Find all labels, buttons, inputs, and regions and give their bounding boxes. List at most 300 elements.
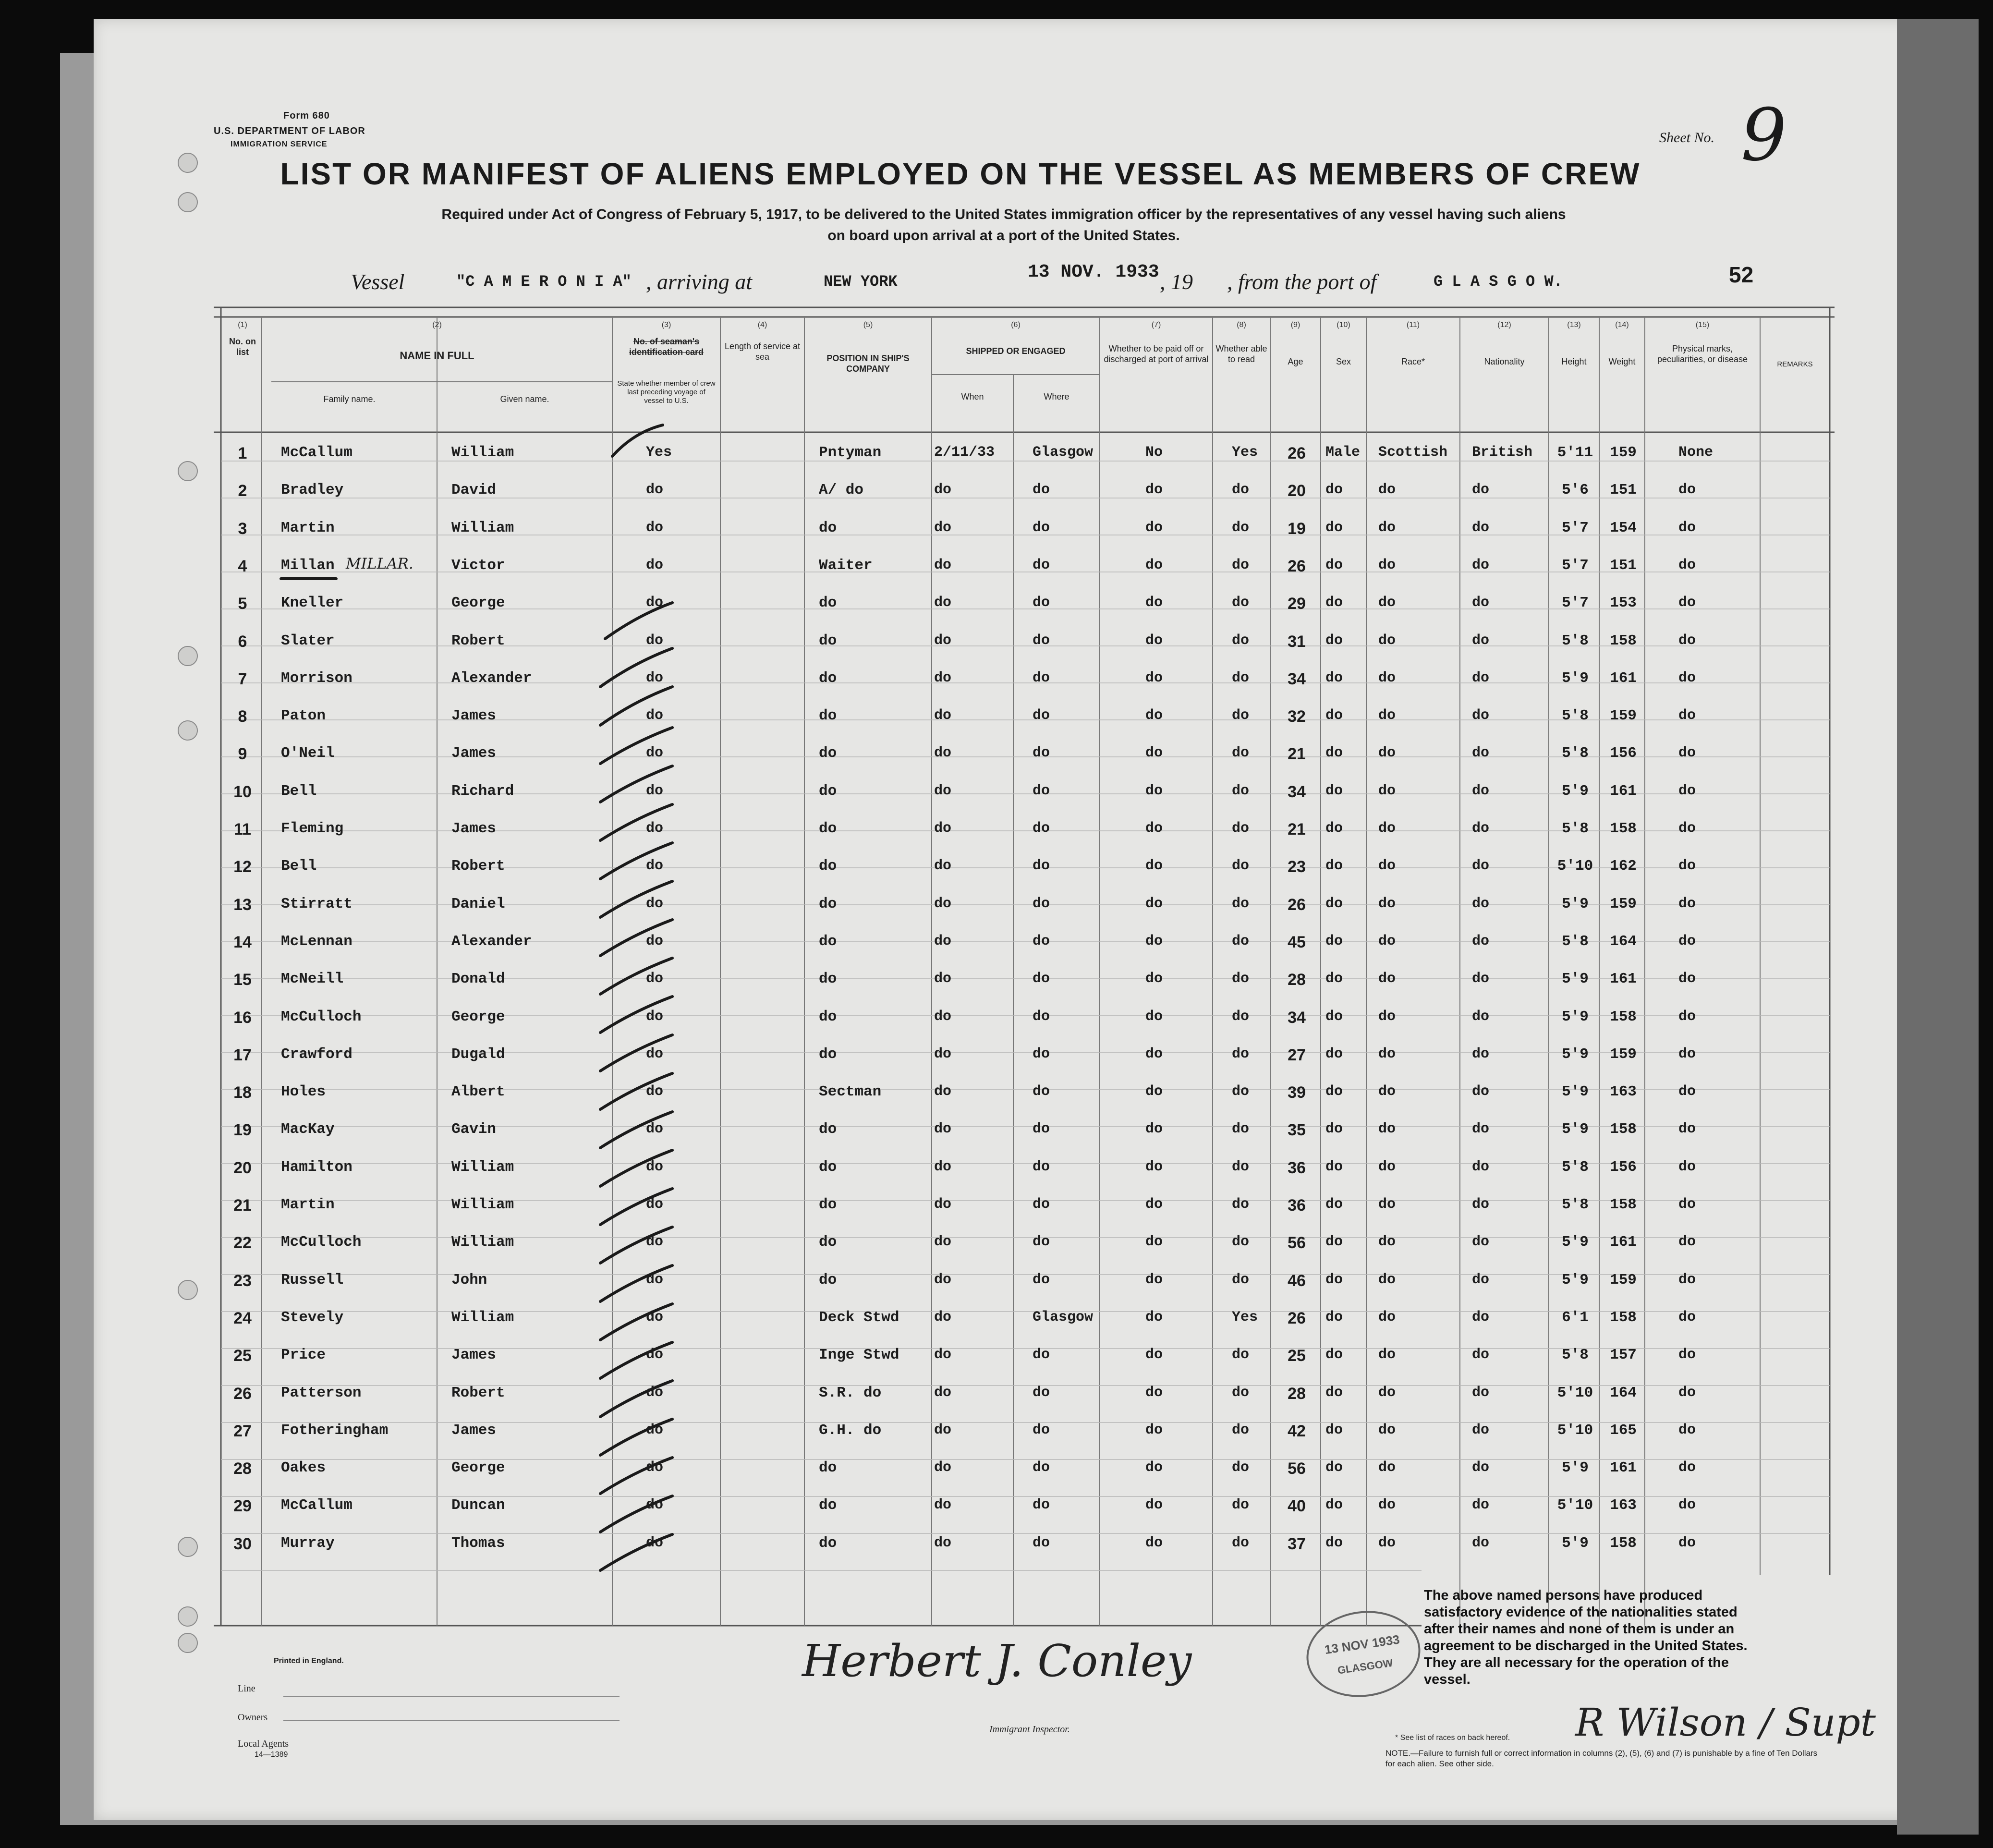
row-17-sex: do <box>1325 1046 1343 1062</box>
row-12-marks: do <box>1678 858 1696 874</box>
printed-in-note: Printed in England. <box>274 1657 344 1665</box>
row-1-race: Scottish <box>1378 444 1448 461</box>
row-5-paid: do <box>1145 595 1163 611</box>
row-24-read: Yes <box>1232 1309 1258 1325</box>
row-30-given: Thomas <box>451 1535 505 1552</box>
row-19-no: 19 <box>233 1121 252 1139</box>
col-12-number: (12) <box>1497 321 1511 329</box>
sheet-number-label: Sheet No. <box>1659 130 1714 146</box>
row-9-sex: do <box>1325 745 1343 761</box>
row-18-no: 18 <box>233 1083 252 1102</box>
row-13-given: Daniel <box>451 896 505 912</box>
row-13-read: do <box>1232 896 1250 912</box>
row-6-sex: do <box>1325 632 1343 649</box>
row-6-race: do <box>1378 632 1396 649</box>
row-27-nationality: do <box>1472 1422 1490 1438</box>
row-30-position: do <box>819 1535 837 1552</box>
row-1-weight: 159 <box>1610 444 1637 461</box>
row-6-where: do <box>1033 632 1050 649</box>
row-21-marks: do <box>1678 1196 1696 1213</box>
row-16-weight: 158 <box>1610 1009 1637 1025</box>
row-28-card: do <box>646 1459 664 1476</box>
row-24-position: Deck Stwd <box>819 1309 899 1326</box>
punch-hole <box>178 720 198 741</box>
row-20-sex: do <box>1325 1159 1343 1175</box>
row-22-read: do <box>1232 1234 1250 1250</box>
penalty-note: NOTE.—Failure to furnish full or correct information in columns (2), (5), (6) and (7) is punishable by a fine of Ten Dollars for each alien. See other side. <box>1385 1749 1818 1768</box>
row-7-marks: do <box>1678 670 1696 686</box>
row-16-paid: do <box>1145 1009 1163 1025</box>
row-24-paid: do <box>1145 1309 1163 1325</box>
row-7-age: 34 <box>1288 670 1306 688</box>
form-code: 14—1389 <box>255 1751 288 1759</box>
row-5-height: 5'7 <box>1562 595 1589 611</box>
row-22-marks: do <box>1678 1234 1696 1250</box>
row-8-marks: do <box>1678 707 1696 724</box>
row-1-no: 1 <box>238 444 247 462</box>
row-28-when: do <box>934 1459 952 1476</box>
row-14-card: do <box>646 933 664 949</box>
row-22-age: 56 <box>1288 1234 1306 1252</box>
given-name-header: Given name. <box>500 394 549 404</box>
row-5-marks: do <box>1678 595 1696 611</box>
row-3-age: 19 <box>1288 520 1306 538</box>
row-30-sex: do <box>1325 1535 1343 1551</box>
row-17-weight: 159 <box>1610 1046 1637 1063</box>
row-29-family: McCallum <box>281 1497 352 1514</box>
row-30-height: 5'9 <box>1562 1535 1589 1552</box>
row-18-family: Holes <box>281 1083 326 1100</box>
row-11-card: do <box>646 820 664 837</box>
row-1-position: Pntyman <box>819 444 882 461</box>
row-13-where: do <box>1033 896 1050 912</box>
arrival-port: NEW YORK <box>824 273 898 291</box>
row-10-when: do <box>934 783 952 799</box>
row-7-height: 5'9 <box>1562 670 1589 687</box>
row-20-given: William <box>451 1159 514 1176</box>
row-6-given: Robert <box>451 632 505 649</box>
punch-hole <box>178 1633 198 1653</box>
row-23-read: do <box>1232 1272 1250 1288</box>
col-15-header: Physical marks, peculiarities, or disease <box>1657 344 1748 364</box>
page-number: 52 <box>1729 262 1754 287</box>
row-19-read: do <box>1232 1121 1250 1137</box>
row-19-family: MacKay <box>281 1121 335 1138</box>
row-12-sex: do <box>1325 858 1343 874</box>
row-21-card: do <box>646 1196 664 1213</box>
vessel-name: "C A M E R O N I A" <box>456 273 632 291</box>
col-9-number: (9) <box>1290 321 1300 329</box>
row-12-given: Robert <box>451 858 505 875</box>
row-5-read: do <box>1232 595 1250 611</box>
row-2-family: Bradley <box>281 482 344 498</box>
inspector-label: Immigrant Inspector. <box>989 1724 1070 1735</box>
row-6-nationality: do <box>1472 632 1490 649</box>
row-12-card: do <box>646 858 664 874</box>
row-16-nationality: do <box>1472 1009 1490 1025</box>
row-9-age: 21 <box>1288 745 1306 763</box>
row-6-when: do <box>934 632 952 649</box>
row-9-paid: do <box>1145 745 1163 761</box>
row-24-no: 24 <box>233 1309 252 1327</box>
row-12-age: 23 <box>1288 858 1306 876</box>
row-30-no: 30 <box>233 1535 252 1553</box>
row-16-card: do <box>646 1009 664 1025</box>
row-9-marks: do <box>1678 745 1696 761</box>
row-18-where: do <box>1033 1083 1050 1100</box>
row-22-race: do <box>1378 1234 1396 1250</box>
row-20-marks: do <box>1678 1159 1696 1175</box>
row-28-paid: do <box>1145 1459 1163 1476</box>
row-28-weight: 161 <box>1610 1459 1637 1476</box>
row-20-card: do <box>646 1159 664 1175</box>
row-12-weight: 162 <box>1610 858 1637 875</box>
col-6-number: (6) <box>1011 321 1021 329</box>
row-17-where: do <box>1033 1046 1050 1062</box>
family-name-header: Family name. <box>323 394 376 404</box>
row-4-race: do <box>1378 557 1396 573</box>
row-23-position: do <box>819 1272 837 1289</box>
row-29-card: do <box>646 1497 664 1513</box>
col-15-number: (15) <box>1695 321 1710 329</box>
col-6-header: SHIPPED OR ENGAGED <box>966 346 1066 356</box>
row-22-position: do <box>819 1234 837 1251</box>
row-19-nationality: do <box>1472 1121 1490 1137</box>
row-30-card: do <box>646 1535 664 1551</box>
row-27-card: do <box>646 1422 664 1438</box>
row-25-no: 25 <box>233 1347 252 1365</box>
row-23-nationality: do <box>1472 1272 1490 1288</box>
row-7-nationality: do <box>1472 670 1490 686</box>
row-30-nationality: do <box>1472 1535 1490 1551</box>
punch-hole <box>178 192 198 212</box>
row-26-where: do <box>1033 1385 1050 1401</box>
row-7-family: Morrison <box>281 670 352 687</box>
row-25-paid: do <box>1145 1347 1163 1363</box>
row-21-family: Martin <box>281 1196 335 1213</box>
row-18-read: do <box>1232 1083 1250 1100</box>
row-24-where: Glasgow <box>1033 1309 1094 1325</box>
sheet-number: 9 <box>1741 94 1787 177</box>
row-18-given: Albert <box>451 1083 505 1100</box>
row-7-read: do <box>1232 670 1250 686</box>
row-13-position: do <box>819 896 837 912</box>
row-6-family: Slater <box>281 632 335 649</box>
row-13-race: do <box>1378 896 1396 912</box>
row-2-marks: do <box>1678 482 1696 498</box>
row-20-weight: 156 <box>1610 1159 1637 1176</box>
row-21-no: 21 <box>233 1196 252 1215</box>
row-10-race: do <box>1378 783 1396 799</box>
row-28-nationality: do <box>1472 1459 1490 1476</box>
row-10-card: do <box>646 783 664 799</box>
row-26-position: S.R. do <box>819 1385 882 1401</box>
row-29-marks: do <box>1678 1497 1696 1513</box>
row-16-read: do <box>1232 1009 1250 1025</box>
col-14-number: (14) <box>1615 321 1629 329</box>
row-22-weight: 161 <box>1610 1234 1637 1251</box>
form-rule-lines <box>283 1690 620 1724</box>
col-13-number: (13) <box>1567 321 1581 329</box>
row-13-family: Stirratt <box>281 896 352 912</box>
row-13-no: 13 <box>233 896 252 914</box>
row-29-position: do <box>819 1497 837 1514</box>
row-1-family: McCallum <box>281 444 352 461</box>
row-10-age: 34 <box>1288 783 1306 801</box>
certification-statement: The above named persons have produced satisfactory evidence of the nationalities stated after their names and none of them is under an agreement to be discharged in the United States. They are all necessary for the operation of the vessel. <box>1424 1588 1748 1687</box>
row-20-family: Hamilton <box>281 1159 352 1176</box>
row-17-position: do <box>819 1046 837 1063</box>
row-26-weight: 164 <box>1610 1385 1637 1401</box>
row-19-where: do <box>1033 1121 1050 1137</box>
document-title: LIST OR MANIFEST OF ALIENS EMPLOYED ON THE VESSEL AS MEMBERS OF CREW <box>280 157 1641 191</box>
row-5-given: George <box>451 595 505 611</box>
row-18-card: do <box>646 1083 664 1100</box>
row-11-race: do <box>1378 820 1396 837</box>
row-8-paid: do <box>1145 707 1163 724</box>
row-24-given: William <box>451 1309 514 1326</box>
row-14-weight: 164 <box>1610 933 1637 950</box>
row-21-race: do <box>1378 1196 1396 1213</box>
row-19-card: do <box>646 1121 664 1137</box>
row-7-sex: do <box>1325 670 1343 686</box>
row-11-where: do <box>1033 820 1050 837</box>
row-14-family: McLennan <box>281 933 352 950</box>
row-6-no: 6 <box>238 632 247 651</box>
row-22-where: do <box>1033 1234 1050 1250</box>
row-13-sex: do <box>1325 896 1343 912</box>
row-27-marks: do <box>1678 1422 1696 1438</box>
row-1-paid: No <box>1145 444 1163 461</box>
row-20-age: 36 <box>1288 1159 1306 1177</box>
row-30-when: do <box>934 1535 952 1551</box>
row-20-height: 5'8 <box>1562 1159 1589 1176</box>
row-26-sex: do <box>1325 1385 1343 1401</box>
row-26-height: 5'10 <box>1557 1385 1593 1401</box>
row-17-when: do <box>934 1046 952 1062</box>
row-24-weight: 158 <box>1610 1309 1637 1326</box>
row-4-position: Waiter <box>819 557 873 574</box>
row-27-paid: do <box>1145 1422 1163 1438</box>
row-27-weight: 165 <box>1610 1422 1637 1439</box>
row-25-sex: do <box>1325 1347 1343 1363</box>
row-21-when: do <box>934 1196 952 1213</box>
row-14-marks: do <box>1678 933 1696 949</box>
row-7-given: Alexander <box>451 670 532 687</box>
col-14-header: Weight <box>1608 357 1636 366</box>
row-29-race: do <box>1378 1497 1396 1513</box>
row-10-position: do <box>819 783 837 800</box>
row-14-position: do <box>819 933 837 950</box>
row-5-no: 5 <box>238 595 247 613</box>
row-13-height: 5'9 <box>1562 896 1589 912</box>
row-16-where: do <box>1033 1009 1050 1025</box>
row-5-position: do <box>819 595 837 611</box>
row-18-height: 5'9 <box>1562 1083 1589 1100</box>
row-15-given: Donald <box>451 971 505 987</box>
row-7-when: do <box>934 670 952 686</box>
row-12-race: do <box>1378 858 1396 874</box>
row-24-family: Stevely <box>281 1309 344 1326</box>
row-18-nationality: do <box>1472 1083 1490 1100</box>
row-14-no: 14 <box>233 933 252 951</box>
service-name: IMMIGRATION SERVICE <box>231 140 328 148</box>
row-24-race: do <box>1378 1309 1396 1325</box>
row-25-age: 25 <box>1288 1347 1306 1365</box>
row-9-nationality: do <box>1472 745 1490 761</box>
row-15-nationality: do <box>1472 971 1490 987</box>
row-30-family: Murray <box>281 1535 335 1552</box>
row-3-nationality: do <box>1472 520 1490 536</box>
row-15-height: 5'9 <box>1562 971 1589 987</box>
row-7-weight: 161 <box>1610 670 1637 687</box>
arriving-label: , arriving at <box>646 269 753 294</box>
row-14-age: 45 <box>1288 933 1306 951</box>
row-6-read: do <box>1232 632 1250 649</box>
row-28-no: 28 <box>233 1459 252 1478</box>
row-22-height: 5'9 <box>1562 1234 1589 1251</box>
row-12-family: Bell <box>281 858 317 875</box>
row-26-family: Patterson <box>281 1385 362 1401</box>
row-13-weight: 159 <box>1610 896 1637 912</box>
row-2-given: David <box>451 482 497 498</box>
row-22-given: William <box>451 1234 514 1251</box>
row-4-marks: do <box>1678 557 1696 573</box>
row-6-weight: 158 <box>1610 632 1637 649</box>
col-3-subheader: State whether member of crew last preceding voyage of vessel to U.S. <box>617 379 716 405</box>
row-12-read: do <box>1232 858 1250 874</box>
row-16-marks: do <box>1678 1009 1696 1025</box>
row-8-read: do <box>1232 707 1250 724</box>
row-21-height: 5'8 <box>1562 1196 1589 1213</box>
row-1-age: 26 <box>1288 444 1306 462</box>
row-18-weight: 163 <box>1610 1083 1637 1100</box>
punch-hole <box>178 461 198 481</box>
row-9-card: do <box>646 745 664 761</box>
row-1-marks: None <box>1678 444 1713 461</box>
row-17-card: do <box>646 1046 664 1062</box>
row-24-height: 6'1 <box>1562 1309 1589 1326</box>
row-30-weight: 158 <box>1610 1535 1637 1552</box>
col-11-header: Race* <box>1401 357 1425 366</box>
punch-hole <box>178 1280 198 1300</box>
row-11-given: James <box>451 820 497 837</box>
row-17-height: 5'9 <box>1562 1046 1589 1063</box>
col-9-header: Age <box>1288 357 1303 366</box>
row-11-nationality: do <box>1472 820 1490 837</box>
row-8-weight: 159 <box>1610 707 1637 724</box>
subtitle-line-1: Required under Act of Congress of February 5, 1917, to be delivered to the United States immigration officer by the representatives of any vessel having such aliens <box>441 207 1566 222</box>
row-4-read: do <box>1232 557 1250 573</box>
row-26-race: do <box>1378 1385 1396 1401</box>
row-29-weight: 163 <box>1610 1497 1637 1514</box>
row-19-sex: do <box>1325 1121 1343 1137</box>
row-17-given: Dugald <box>451 1046 505 1063</box>
row-28-race: do <box>1378 1459 1396 1476</box>
row-4-height: 5'7 <box>1562 557 1589 574</box>
row-21-sex: do <box>1325 1196 1343 1213</box>
row-3-no: 3 <box>238 520 247 538</box>
row-10-height: 5'9 <box>1562 783 1589 800</box>
row-21-position: do <box>819 1196 837 1213</box>
row-8-when: do <box>934 707 952 724</box>
row-17-marks: do <box>1678 1046 1696 1062</box>
row-12-height: 5'10 <box>1557 858 1593 875</box>
row-15-paid: do <box>1145 971 1163 987</box>
row-15-age: 28 <box>1288 971 1306 989</box>
row-23-age: 46 <box>1288 1272 1306 1290</box>
row-3-family: Martin <box>281 520 335 536</box>
row-24-card: do <box>646 1309 664 1325</box>
row-10-paid: do <box>1145 783 1163 799</box>
row-8-card: do <box>646 707 664 724</box>
row-29-sex: do <box>1325 1497 1343 1513</box>
row-6-card: do <box>646 632 664 649</box>
row-7-card: do <box>646 670 664 686</box>
row-4-age: 26 <box>1288 557 1306 575</box>
row-1-when: 2/11/33 <box>934 444 995 461</box>
row-18-when: do <box>934 1083 952 1100</box>
row-4-card: do <box>646 557 664 573</box>
row-2-weight: 151 <box>1610 482 1637 498</box>
row-27-position: G.H. do <box>819 1422 882 1439</box>
col-3-header: No. of seaman's identification card <box>629 337 704 357</box>
col-10-header: Sex <box>1336 357 1351 366</box>
row-12-position: do <box>819 858 837 875</box>
row-27-no: 27 <box>233 1422 252 1440</box>
row-18-paid: do <box>1145 1083 1163 1100</box>
row-3-read: do <box>1232 520 1250 536</box>
row-8-position: do <box>819 707 837 724</box>
row-30-where: do <box>1033 1535 1050 1551</box>
row-15-when: do <box>934 971 952 987</box>
row-13-paid: do <box>1145 896 1163 912</box>
row-18-age: 39 <box>1288 1083 1306 1102</box>
col-13-header: Height <box>1561 357 1587 366</box>
row-17-age: 27 <box>1288 1046 1306 1064</box>
row-16-age: 34 <box>1288 1009 1306 1027</box>
line-label: Line <box>238 1683 255 1694</box>
row-14-where: do <box>1033 933 1050 949</box>
row-8-race: do <box>1378 707 1396 724</box>
row-22-sex: do <box>1325 1234 1343 1250</box>
row-27-family: Fotheringham <box>281 1422 389 1439</box>
row-8-nationality: do <box>1472 707 1490 724</box>
local-agents-label: Local Agents <box>238 1739 289 1749</box>
row-22-nationality: do <box>1472 1234 1490 1250</box>
row-22-card: do <box>646 1234 664 1250</box>
col-3-number: (3) <box>661 321 671 329</box>
row-1-height: 5'11 <box>1557 444 1593 461</box>
col-8-header: Whether able to read <box>1215 344 1267 364</box>
row-13-nationality: do <box>1472 896 1490 912</box>
col-5-number: (5) <box>863 321 873 329</box>
row-21-where: do <box>1033 1196 1050 1213</box>
row-4-family: Millan <box>281 557 335 574</box>
row-25-given: James <box>451 1347 497 1363</box>
row-11-position: do <box>819 820 837 837</box>
binder-edge <box>1897 19 1979 1835</box>
row-19-given: Gavin <box>451 1121 497 1138</box>
row-10-where: do <box>1033 783 1050 799</box>
row-28-position: do <box>819 1459 837 1476</box>
row-10-family: Bell <box>281 783 317 800</box>
row-15-position: do <box>819 971 837 987</box>
row-19-when: do <box>934 1121 952 1137</box>
row-27-read: do <box>1232 1422 1250 1438</box>
row-23-weight: 159 <box>1610 1272 1637 1289</box>
row-27-given: James <box>451 1422 497 1439</box>
